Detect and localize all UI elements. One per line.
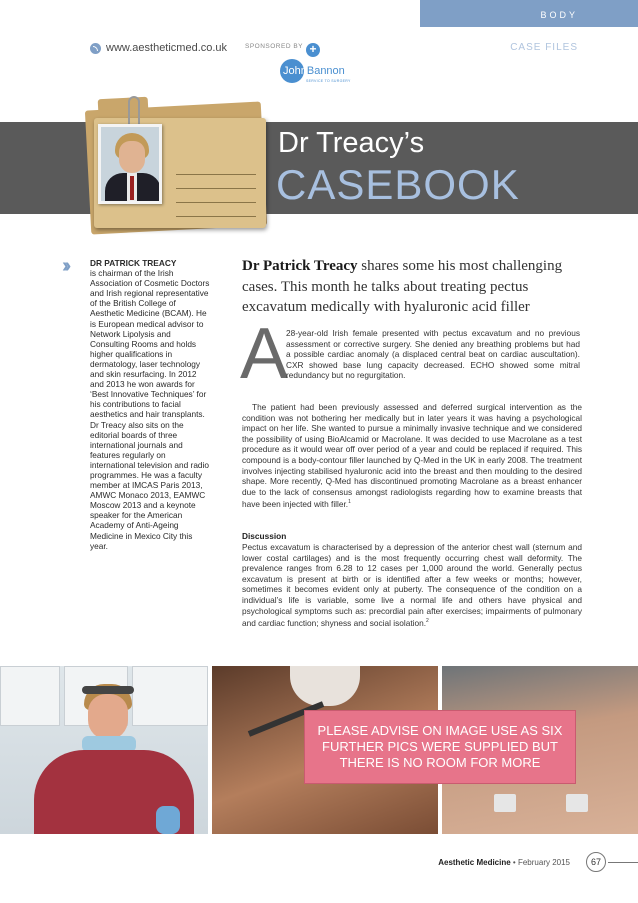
reference-2: 2 [426,618,429,625]
sponsor-logo [280,42,351,86]
double-chevron-icon: ›› [62,255,68,277]
page-footer [438,858,570,867]
article-standfirst [242,256,584,318]
category-label: CASE FILES [510,42,578,53]
sponsor-name: JohnBannon [283,65,345,77]
article-paragraph-3: Pectus excavatum is characterised by a depression of the anterior chest wall (sternum and lower costal cartilages) and is the most frequently occurring chest wall deformity. The prevalence ranges from 6.28 to 12 cases per 1,000 around the world. Generally pectus excavatum is present at birth or is identified after a few weeks or months; however, sometimes it becomes evident only at puberty. The consequence of the condition on a individual’s life is variable, some live a normal life and others have physical and psychological symptoms such as: precordial pain after exercises; impairments of pulmonary and cardiac function; shyness and social isolation.$^2$ [242,542,582,628]
issue-date: February 2015 [517,858,570,867]
sponsor-tagline: SERVICE TO SURGERY [306,79,351,83]
author-name: DR PATRICK TREACY [90,258,177,268]
website-text[interactable]: www.aestheticmed.co.uk [106,42,228,54]
image-placeholder-note: PLEASE ADVISE ON IMAGE USE AS SIX FURTHER PICS WERE SUPPLIED BUT THERE IS NO ROOM FOR MORE [304,710,576,784]
magazine-name: Aesthetic Medicine [438,858,511,867]
banner-title-name: Dr Treacy’s [278,127,425,159]
rss-icon [90,43,101,54]
discussion-heading: Discussion [242,531,287,541]
standfirst-text: shares some his most challenging cases. This month he talks about treating pectus excavatum medically with hyaluronic acid filler [242,258,563,315]
author-bio [90,258,210,551]
section-tab: BODY [420,0,638,27]
author-portrait [98,124,162,204]
drop-cap: A [240,314,289,394]
article-paragraph-2: The patient had been previously assessed and deferred surgical intervention as the condition was not bothering her medically but in later years it was having a psychological impact on her life. She wanted to pursue a minimally invasive technique and we considered the possibility of using BioAlcamid or Macrolane. It was decided to use Macrolane as a test procedure as it would wear off over period of a year and could be replaced if required. This compound is a body-contour filler launched by Q-Med in the UK in early 2008. The treatment involves injecting stabilised hyaluronic acid into the breast and then moulding to the desired shape. More recently, Q-Med has discontinued promoting Macrolane as a breast enhancer due to the lack of consensus amongst radiologists regarding how to examine breasts that have been injected with filler.$^1$ [242,402,582,510]
plus-icon: + [306,43,320,57]
page-number: 67 [586,852,606,872]
banner-title-casebook: CASEBOOK [276,161,520,208]
reference-1: 1 [348,499,351,506]
footer-rule [608,862,638,863]
standfirst-name: Dr Patrick Treacy [242,258,358,274]
author-bio-text: is chairman of the Irish Association of Cosmetic Doctors and Irish regional representative of the British College of Aesthetic Medicine (BCAM). He is European medical advisor to Network Lipolysis and Consulting Rooms and holds higher qualifications in dermatology, laser technology and skin resurfacing. In 2012 and 2013 he won awards for ‘Best Innovative Techniques’ for his contributions to facial aesthetics and hair transplants. Dr Treacy also sits on the editorial boards of three international journals and features regularly on international television and radio programmes. He was a faculty member at IMCAS Paris 2013, AMWC Monaco 2013, EAMWC Moscow 2013 and a keynote speaker for the American Academy of Anti-Ageing Medicine in Mexico City this year. [90,268,210,551]
footer-separator: • [512,858,516,867]
sponsored-label: SPONSORED BY [245,43,304,50]
article-paragraph-1: 28-year-old Irish female presented with pectus excavatum and no previous assessment or corrective surgery. She denied any breathing problems but had a possible cardiac anomaly (a displaced central beat on cardiac auscultation). CXR showed base lung capacity decreased. ECHO showed some mitral redundancy but no regurgitation. [286,328,580,381]
surgeon-photo [0,666,208,834]
website-link[interactable] [90,40,227,56]
